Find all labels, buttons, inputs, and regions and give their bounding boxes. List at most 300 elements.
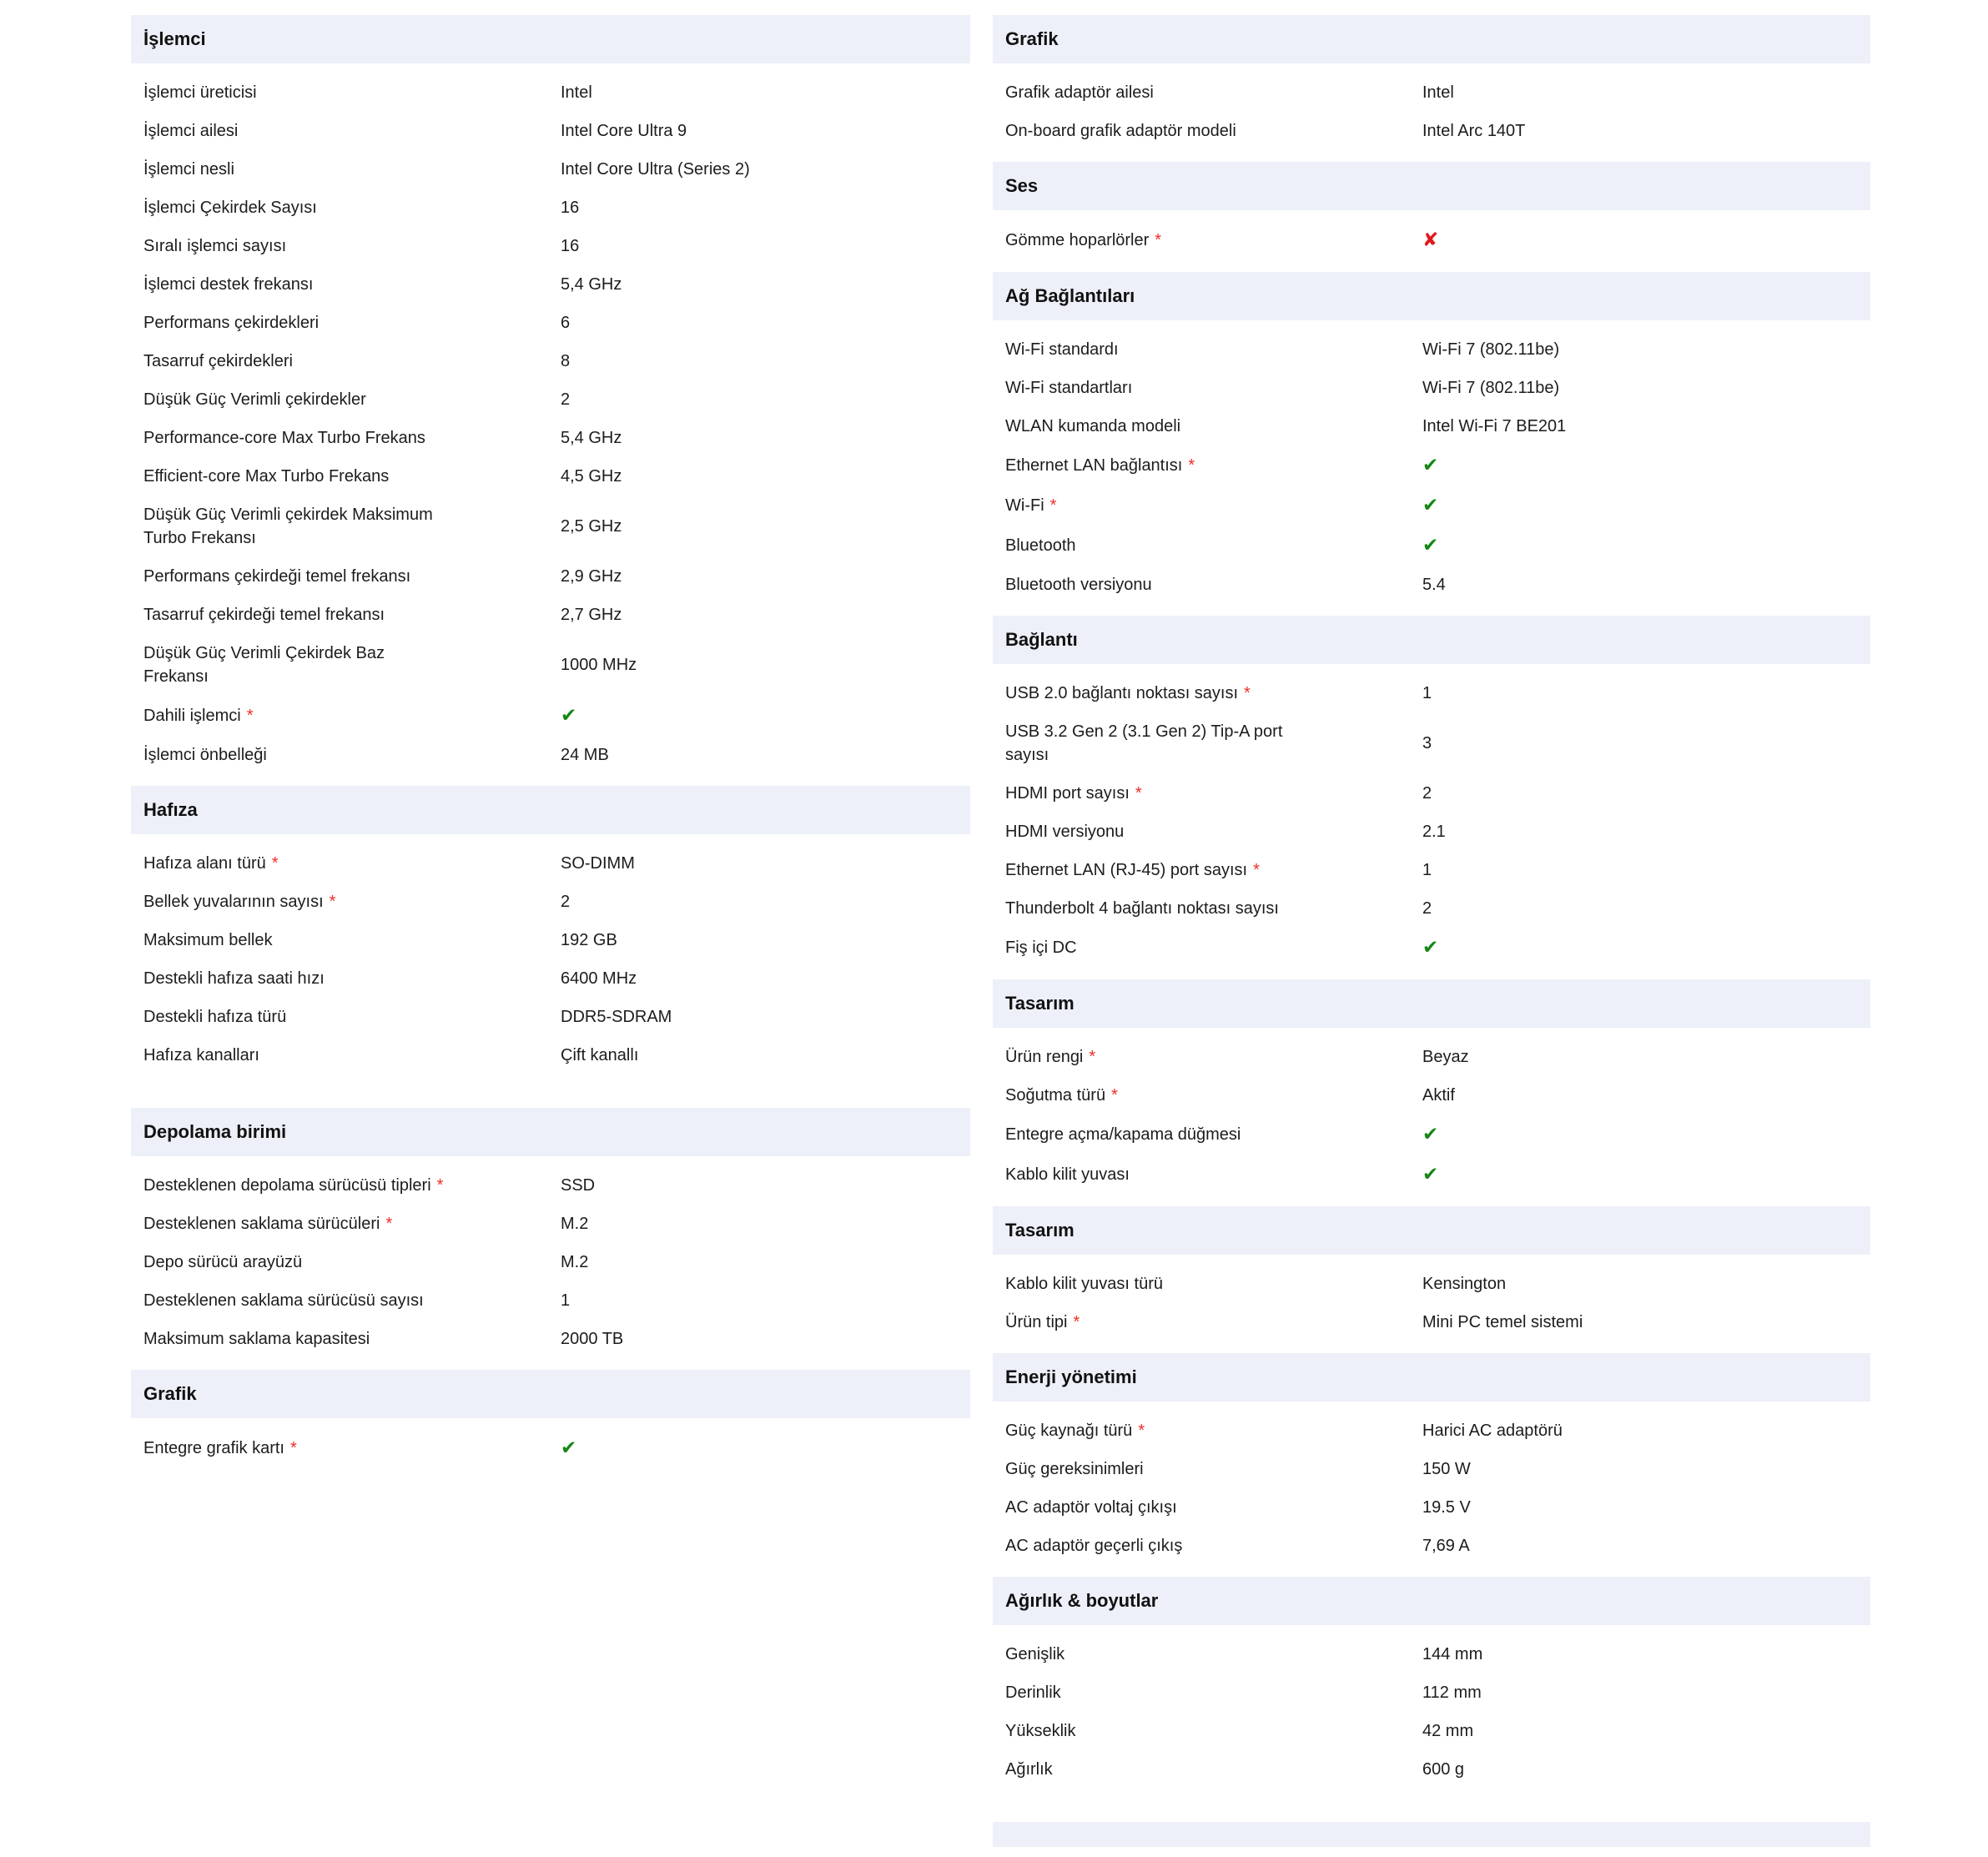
- spec-label-text: Bluetooth: [1005, 536, 1076, 555]
- required-asterisk: *: [271, 854, 279, 873]
- spec-value: 1000 MHz: [561, 656, 637, 674]
- spec-label: [143, 311, 561, 335]
- spec-value: 24 MB: [561, 746, 609, 764]
- spec-row-i-lemci-ekirdek-say-s: [131, 189, 970, 227]
- spec-section: [131, 786, 970, 1074]
- spec-label: [143, 119, 561, 143]
- cross-icon: ✘: [1422, 229, 1439, 250]
- spec-label-text: Entegre açma/kapama düğmesi: [1005, 1125, 1241, 1144]
- spec-label: [1005, 720, 1422, 767]
- spec-value: [561, 703, 970, 728]
- spec-label: [1005, 415, 1422, 438]
- spec-label: [143, 503, 561, 550]
- spec-label: [143, 1251, 561, 1274]
- spec-label-text: İşlemci nesli: [143, 160, 234, 179]
- spec-row-hdmi-port-say-s: [993, 774, 1870, 813]
- section-title: Ses: [1005, 175, 1039, 196]
- section-header-grafik: [131, 1370, 970, 1418]
- spec-value: Aktif: [1422, 1086, 1455, 1105]
- spec-label-text: Hafıza kanalları: [143, 1046, 259, 1064]
- spec-value: 2.1: [1422, 823, 1446, 841]
- spec-label: [1005, 119, 1422, 143]
- spec-label-text: Destekli hafıza türü: [143, 1008, 287, 1026]
- spec-label-text: HDMI port sayısı: [1005, 784, 1130, 803]
- spec-label: [143, 273, 561, 296]
- spec-value: 6400 MHz: [561, 969, 637, 988]
- check-icon: ✔: [1422, 534, 1439, 556]
- section-title: İşlemci: [143, 28, 206, 49]
- spec-label: [143, 1174, 561, 1197]
- spec-row-i-lemci-ailesi: [131, 112, 970, 150]
- spec-label: [1005, 573, 1422, 596]
- spec-value: 3: [1422, 734, 1432, 752]
- spec-label: [1005, 1419, 1422, 1442]
- spec-row-tasarruf-ekirde-i-temel-frekans: [131, 596, 970, 634]
- spec-label-text: İşlemci ailesi: [143, 122, 239, 140]
- spec-value: 192 GB: [561, 931, 617, 949]
- spec-label-text: Ethernet LAN bağlantısı: [1005, 456, 1183, 475]
- spec-row-wlan-kumanda-modeli: [993, 407, 1870, 445]
- section-header-enerji-y-netimi: [993, 1353, 1870, 1402]
- required-asterisk: *: [1244, 684, 1251, 702]
- spec-label: [1005, 338, 1422, 361]
- spec-row-hdmi-versiyonu: [993, 813, 1870, 851]
- required-asterisk: *: [385, 1215, 393, 1233]
- spec-value: 2000 TB: [561, 1330, 624, 1348]
- spec-label-text: Güç kaynağı türü: [1005, 1422, 1133, 1440]
- spec-value: [1422, 935, 1870, 960]
- spec-label: [143, 890, 561, 913]
- spec-label-text: Hafıza alanı türü: [143, 854, 266, 873]
- required-asterisk: *: [1111, 1086, 1118, 1105]
- section-rows: [993, 1265, 1870, 1341]
- section-rows: [993, 1635, 1870, 1789]
- spec-row-ac-adapt-r-voltaj-k: [993, 1488, 1870, 1527]
- spec-value: 2,9 GHz: [561, 567, 622, 586]
- section-rows: [993, 220, 1870, 260]
- check-icon: ✔: [561, 704, 577, 726]
- spec-value: 144 mm: [1422, 1645, 1483, 1663]
- spec-label-text: Maksimum bellek: [143, 931, 273, 949]
- spec-label-text: Soğutma türü: [1005, 1086, 1106, 1105]
- spec-value: 5,4 GHz: [561, 429, 622, 447]
- spec-label-text: Desteklenen saklama sürücüsü sayısı: [143, 1291, 424, 1310]
- check-icon: ✔: [561, 1437, 577, 1458]
- required-asterisk: *: [246, 707, 254, 725]
- required-asterisk: *: [1138, 1422, 1145, 1440]
- spec-value: Beyaz: [1422, 1048, 1469, 1066]
- spec-label-text: AC adaptör geçerli çıkış: [1005, 1537, 1183, 1555]
- spec-label: [1005, 1643, 1422, 1666]
- spec-label-text: AC adaptör voltaj çıkışı: [1005, 1498, 1177, 1517]
- required-asterisk: *: [1049, 496, 1057, 515]
- spec-label-text: Ethernet LAN (RJ-45) port sayısı: [1005, 861, 1248, 879]
- spec-value: 2: [1422, 899, 1432, 918]
- section-rows: [993, 1412, 1870, 1565]
- spec-section: [993, 1577, 1870, 1789]
- spec-value: Mini PC temel sistemi: [1422, 1313, 1583, 1331]
- spec-value: Çift kanallı: [561, 1046, 639, 1064]
- spec-label-text: Güç gereksinimleri: [1005, 1460, 1144, 1478]
- spec-label-text: USB 3.2 Gen 2 (3.1 Gen 2) Tip-A port sayısı: [1005, 722, 1283, 764]
- required-asterisk: *: [1135, 784, 1142, 803]
- spec-value: [1422, 1122, 1870, 1147]
- required-asterisk: *: [329, 893, 336, 911]
- spec-column-right: [993, 15, 1870, 1847]
- spec-label: [1005, 858, 1422, 882]
- spec-value: 7,69 A: [1422, 1537, 1470, 1555]
- spec-label-text: İşlemci önbelleği: [143, 746, 267, 764]
- spec-label-text: Genişlik: [1005, 1645, 1065, 1663]
- section-title: Tasarım: [1005, 993, 1075, 1014]
- check-icon: ✔: [1422, 1163, 1439, 1185]
- spec-row-thunderbolt-4-ba-lant-noktas-say-s: [993, 889, 1870, 928]
- spec-row-d-k-g-verimli-ekirdek-maksimum-turbo-frekans: [131, 496, 970, 557]
- spec-label-text: Entegre grafik kartı: [143, 1439, 284, 1457]
- section-title: Grafik: [1005, 28, 1059, 49]
- spec-row-s-ral-i-lemci-say-s: [131, 227, 970, 265]
- spec-label-text: Dahili işlemci: [143, 707, 241, 725]
- spec-label-text: Ürün rengi: [1005, 1048, 1084, 1066]
- section-rows: [993, 330, 1870, 604]
- spec-label: [143, 196, 561, 219]
- section-title: Grafik: [143, 1383, 197, 1404]
- section-title: Enerji yönetimi: [1005, 1366, 1137, 1387]
- section-rows: [131, 73, 970, 774]
- spec-row-entegre-grafik-kart: [131, 1428, 970, 1468]
- spec-label-text: Ürün tipi: [1005, 1313, 1068, 1331]
- next-section-band-partial: [993, 1822, 1870, 1847]
- spec-label-text: Thunderbolt 4 bağlantı noktası sayısı: [1005, 899, 1279, 918]
- spec-label-text: Ağırlık: [1005, 1760, 1053, 1779]
- spec-row-performans-ekirde-i-temel-frekans: [131, 557, 970, 596]
- spec-row-on-board-grafik-adapt-r-modeli: [993, 112, 1870, 150]
- section-header-haf-za: [131, 786, 970, 834]
- spec-row-y-kseklik: [993, 1712, 1870, 1750]
- spec-row-r-n-tipi: [993, 1303, 1870, 1341]
- spec-row-entegre-a-ma-kapama-d-mesi: [993, 1115, 1870, 1155]
- spec-value: 1: [561, 1291, 571, 1310]
- spec-label-text: İşlemci destek frekansı: [143, 275, 314, 294]
- section-title: Ağırlık & boyutlar: [1005, 1590, 1159, 1611]
- spec-row-performans-ekirdekleri: [131, 304, 970, 342]
- spec-value: DDR5-SDRAM: [561, 1008, 672, 1026]
- spec-label: [143, 388, 561, 411]
- section-rows: [993, 73, 1870, 150]
- section-title: Tasarım: [1005, 1220, 1075, 1241]
- spec-label-text: WLAN kumanda modeli: [1005, 417, 1181, 435]
- required-asterisk: *: [289, 1439, 297, 1457]
- spec-row-geni-lik: [993, 1635, 1870, 1673]
- spec-label: [1005, 1719, 1422, 1743]
- spec-value: 42 mm: [1422, 1722, 1474, 1740]
- spec-label-text: Yükseklik: [1005, 1722, 1076, 1740]
- spec-row-usb-2-0-ba-lant-noktas-say-s: [993, 674, 1870, 712]
- spec-label: [143, 565, 561, 588]
- spec-label: [1005, 1496, 1422, 1519]
- required-asterisk: *: [1073, 1313, 1080, 1331]
- spec-value: Kensington: [1422, 1275, 1507, 1293]
- spec-value: 600 g: [1422, 1760, 1465, 1779]
- spec-row-d-k-g-verimli-ekirdek-baz-frekans: [131, 634, 970, 696]
- spec-label-text: Derinlik: [1005, 1683, 1061, 1702]
- spec-value: [1422, 1162, 1870, 1187]
- spec-label: [143, 350, 561, 373]
- spec-section: [993, 272, 1870, 604]
- section-header-grafik: [993, 15, 1870, 63]
- section-rows: [131, 844, 970, 1074]
- spec-label: [143, 642, 561, 688]
- spec-row-ac-adapt-r-ge-erli-k: [993, 1527, 1870, 1565]
- section-rows: [993, 1038, 1870, 1195]
- spec-value: 6: [561, 314, 571, 332]
- spec-label: [1005, 1311, 1422, 1334]
- spec-label: [143, 1327, 561, 1351]
- section-title: Depolama birimi: [143, 1121, 287, 1142]
- spec-label: [143, 929, 561, 952]
- spec-value: [1422, 533, 1870, 558]
- spec-row-ethernet-lan-ba-lant-s: [993, 445, 1870, 486]
- spec-row-dahili-i-lemci: [131, 696, 970, 736]
- spec-value: 2: [1422, 784, 1432, 803]
- spec-label: [1005, 820, 1422, 843]
- spec-row-usb-3-2-gen-2-3-1-gen-2-tip-a-port-say-s: [993, 712, 1870, 774]
- spec-row-g-kayna-t-r: [993, 1412, 1870, 1450]
- spec-value: Harici AC adaptörü: [1422, 1422, 1563, 1440]
- spec-value: 4,5 GHz: [561, 467, 622, 486]
- section-rows: [131, 1428, 970, 1468]
- section-title: Hafıza: [143, 799, 198, 820]
- spec-section: [131, 1108, 970, 1358]
- spec-label: [143, 158, 561, 181]
- spec-label: [143, 704, 561, 727]
- spec-label-text: Wi-Fi standardı: [1005, 340, 1119, 359]
- section-header-depolama-birimi: [131, 1108, 970, 1156]
- spec-label-text: Bluetooth versiyonu: [1005, 576, 1152, 594]
- spec-label-text: Düşük Güç Verimli Çekirdek Baz Frekansı: [143, 644, 385, 686]
- spec-label: [1005, 534, 1422, 557]
- spec-row-desteklenen-saklama-s-r-c-leri: [131, 1205, 970, 1243]
- spec-label-text: Sıralı işlemci sayısı: [143, 237, 287, 255]
- spec-value: [1422, 453, 1870, 478]
- spec-label-text: Tasarruf çekirdekleri: [143, 352, 293, 370]
- spec-label: [143, 465, 561, 488]
- spec-row-r-n-rengi: [993, 1038, 1870, 1076]
- required-asterisk: *: [436, 1176, 444, 1195]
- spec-label-text: Kablo kilit yuvası türü: [1005, 1275, 1163, 1293]
- check-icon: ✔: [1422, 454, 1439, 476]
- section-rows: [131, 1166, 970, 1358]
- spec-value: 2,7 GHz: [561, 606, 622, 624]
- spec-value: Wi-Fi 7 (802.11be): [1422, 340, 1560, 359]
- spec-row-destekli-haf-za-t-r: [131, 998, 970, 1036]
- spec-label-text: Wi-Fi standartları: [1005, 379, 1133, 397]
- spec-value: 5.4: [1422, 576, 1446, 594]
- spec-row-i-lemci-nbelle-i: [131, 736, 970, 774]
- section-rows: [993, 674, 1870, 968]
- spec-row-depo-s-r-c-aray-z: [131, 1243, 970, 1281]
- spec-label: [143, 743, 561, 767]
- spec-value: 19.5 V: [1422, 1498, 1471, 1517]
- spec-row-g-mme-hoparl-rler: [993, 220, 1870, 260]
- spec-section: [993, 1353, 1870, 1565]
- spec-row-wi-fi-standartlar: [993, 369, 1870, 407]
- spec-label: [143, 1437, 561, 1460]
- spec-label: [1005, 1084, 1422, 1107]
- spec-label-text: Wi-Fi: [1005, 496, 1044, 515]
- spec-value: 2: [561, 390, 571, 409]
- spec-label-text: Performance-core Max Turbo Frekans: [143, 429, 425, 447]
- spec-value: 5,4 GHz: [561, 275, 622, 294]
- spec-label: [1005, 1272, 1422, 1296]
- spec-row-wi-fi: [993, 486, 1870, 526]
- spec-value: SO-DIMM: [561, 854, 635, 873]
- section-header-tasar-m: [993, 979, 1870, 1028]
- spec-label-text: İşlemci üreticisi: [143, 83, 257, 102]
- spec-value: 1: [1422, 684, 1432, 702]
- spec-label-text: Tasarruf çekirdeği temel frekansı: [143, 606, 385, 624]
- spec-value: Intel Wi-Fi 7 BE201: [1422, 417, 1567, 435]
- spec-label: [143, 1289, 561, 1312]
- spec-label: [143, 1005, 561, 1029]
- spec-value: 16: [561, 199, 580, 217]
- spec-label: [1005, 1123, 1422, 1146]
- spec-row-destekli-haf-za-saati-h-z: [131, 959, 970, 998]
- spec-row-fi-i-i-dc: [993, 928, 1870, 968]
- section-header-tasar-m: [993, 1206, 1870, 1255]
- spec-row-so-utma-t-r: [993, 1076, 1870, 1115]
- spec-row-i-lemci-nesli: [131, 150, 970, 189]
- spec-label: [143, 603, 561, 627]
- spec-value: Intel Arc 140T: [1422, 122, 1526, 140]
- spec-section: [993, 616, 1870, 968]
- section-title: Bağlantı: [1005, 629, 1078, 650]
- spec-row-maksimum-bellek: [131, 921, 970, 959]
- spec-label: [1005, 897, 1422, 920]
- section-header-a-ba-lant-lar: [993, 272, 1870, 320]
- spec-label: [1005, 1534, 1422, 1558]
- spec-label-text: Efficient-core Max Turbo Frekans: [143, 467, 390, 486]
- spec-label: [143, 234, 561, 258]
- spec-row-derinlik: [993, 1673, 1870, 1712]
- spec-row-tasarruf-ekirdekleri: [131, 342, 970, 380]
- required-asterisk: *: [1155, 231, 1162, 249]
- spec-value: Intel Core Ultra 9: [561, 122, 687, 140]
- spec-label-text: Kablo kilit yuvası: [1005, 1165, 1130, 1184]
- spec-value: Intel: [561, 83, 592, 102]
- spec-row-kablo-kilit-yuvas-t-r: [993, 1265, 1870, 1303]
- spec-row-d-k-g-verimli-ekirdekler: [131, 380, 970, 419]
- spec-label-text: Performans çekirdekleri: [143, 314, 320, 332]
- spec-row-desteklenen-depolama-s-r-c-s-tipleri: [131, 1166, 970, 1205]
- spec-label-text: Desteklenen saklama sürücüleri: [143, 1215, 380, 1233]
- spec-section: [131, 1370, 970, 1468]
- spec-label-text: USB 2.0 bağlantı noktası sayısı: [1005, 684, 1239, 702]
- spec-row-g-gereksinimleri: [993, 1450, 1870, 1488]
- spec-label-text: Maksimum saklama kapasitesi: [143, 1330, 370, 1348]
- spec-label: [1005, 1758, 1422, 1781]
- spec-label: [143, 1044, 561, 1067]
- spec-value: 16: [561, 237, 580, 255]
- spec-row-wi-fi-standard: [993, 330, 1870, 369]
- spec-label: [1005, 229, 1422, 252]
- spec-label: [1005, 1457, 1422, 1481]
- spec-row-bellek-yuvalar-n-n-say-s: [131, 883, 970, 921]
- spec-row-ethernet-lan-rj-45-port-say-s: [993, 851, 1870, 889]
- spec-label: [1005, 936, 1422, 959]
- spec-label: [1005, 1045, 1422, 1069]
- spec-value: 112 mm: [1422, 1683, 1482, 1702]
- spec-value: Intel: [1422, 83, 1454, 102]
- spec-label-text: Destekli hafıza saati hızı: [143, 969, 325, 988]
- spec-value: 2: [561, 893, 571, 911]
- check-icon: ✔: [1422, 936, 1439, 958]
- required-asterisk: *: [1188, 456, 1195, 475]
- spec-label: [1005, 1681, 1422, 1704]
- spec-column-left: [131, 15, 970, 1468]
- spec-label: [1005, 81, 1422, 104]
- required-asterisk: *: [1089, 1048, 1096, 1066]
- spec-label: [143, 852, 561, 875]
- spec-row-desteklenen-saklama-s-r-c-s-say-s: [131, 1281, 970, 1320]
- spec-value: 2,5 GHz: [561, 517, 622, 536]
- spec-label: [1005, 454, 1422, 477]
- spec-label: [1005, 1163, 1422, 1186]
- spec-row-bluetooth: [993, 526, 1870, 566]
- spec-value: [1422, 228, 1870, 253]
- spec-section: [131, 15, 970, 774]
- spec-label: [1005, 682, 1422, 705]
- spec-row-i-lemci-destek-frekans: [131, 265, 970, 304]
- spec-section: [993, 1206, 1870, 1341]
- spec-section: [993, 979, 1870, 1195]
- required-asterisk: *: [1253, 861, 1260, 879]
- section-title: Ağ Bağlantıları: [1005, 285, 1135, 306]
- section-header-ba-lant: [993, 616, 1870, 664]
- spec-label-text: İşlemci Çekirdek Sayısı: [143, 199, 317, 217]
- spec-row-haf-za-alan-t-r: [131, 844, 970, 883]
- spec-label-text: Desteklenen depolama sürücüsü tipleri: [143, 1176, 431, 1195]
- check-icon: ✔: [1422, 1123, 1439, 1145]
- spec-row-bluetooth-versiyonu: [993, 566, 1870, 604]
- spec-row-a-rl-k: [993, 1750, 1870, 1789]
- spec-label-text: Grafik adaptör ailesi: [1005, 83, 1154, 102]
- spec-label: [143, 81, 561, 104]
- spec-label-text: On-board grafik adaptör modeli: [1005, 122, 1236, 140]
- spec-label: [1005, 376, 1422, 400]
- spec-row-efficient-core-max-turbo-frekans: [131, 457, 970, 496]
- spec-value: [561, 1436, 970, 1461]
- section-header-i-lemci: [131, 15, 970, 63]
- spec-section: [993, 15, 1870, 150]
- spec-row-performance-core-max-turbo-frekans: [131, 419, 970, 457]
- spec-label: [143, 1212, 561, 1235]
- spec-row-haf-za-kanallar: [131, 1036, 970, 1074]
- spec-value: SSD: [561, 1176, 596, 1195]
- spec-value: Intel Core Ultra (Series 2): [561, 160, 750, 179]
- spec-row-maksimum-saklama-kapasitesi: [131, 1320, 970, 1358]
- spec-label: [1005, 494, 1422, 517]
- spec-row-kablo-kilit-yuvas: [993, 1155, 1870, 1195]
- spec-label-text: Depo sürücü arayüzü: [143, 1253, 303, 1271]
- spec-label-text: Performans çekirdeği temel frekansı: [143, 567, 411, 586]
- spec-label: [1005, 782, 1422, 805]
- spec-row-i-lemci-reticisi: [131, 73, 970, 112]
- spec-label-text: Fiş içi DC: [1005, 939, 1077, 957]
- section-header-a-rl-k-boyutlar: [993, 1577, 1870, 1625]
- spec-value: 1: [1422, 861, 1432, 879]
- spec-label: [143, 967, 561, 990]
